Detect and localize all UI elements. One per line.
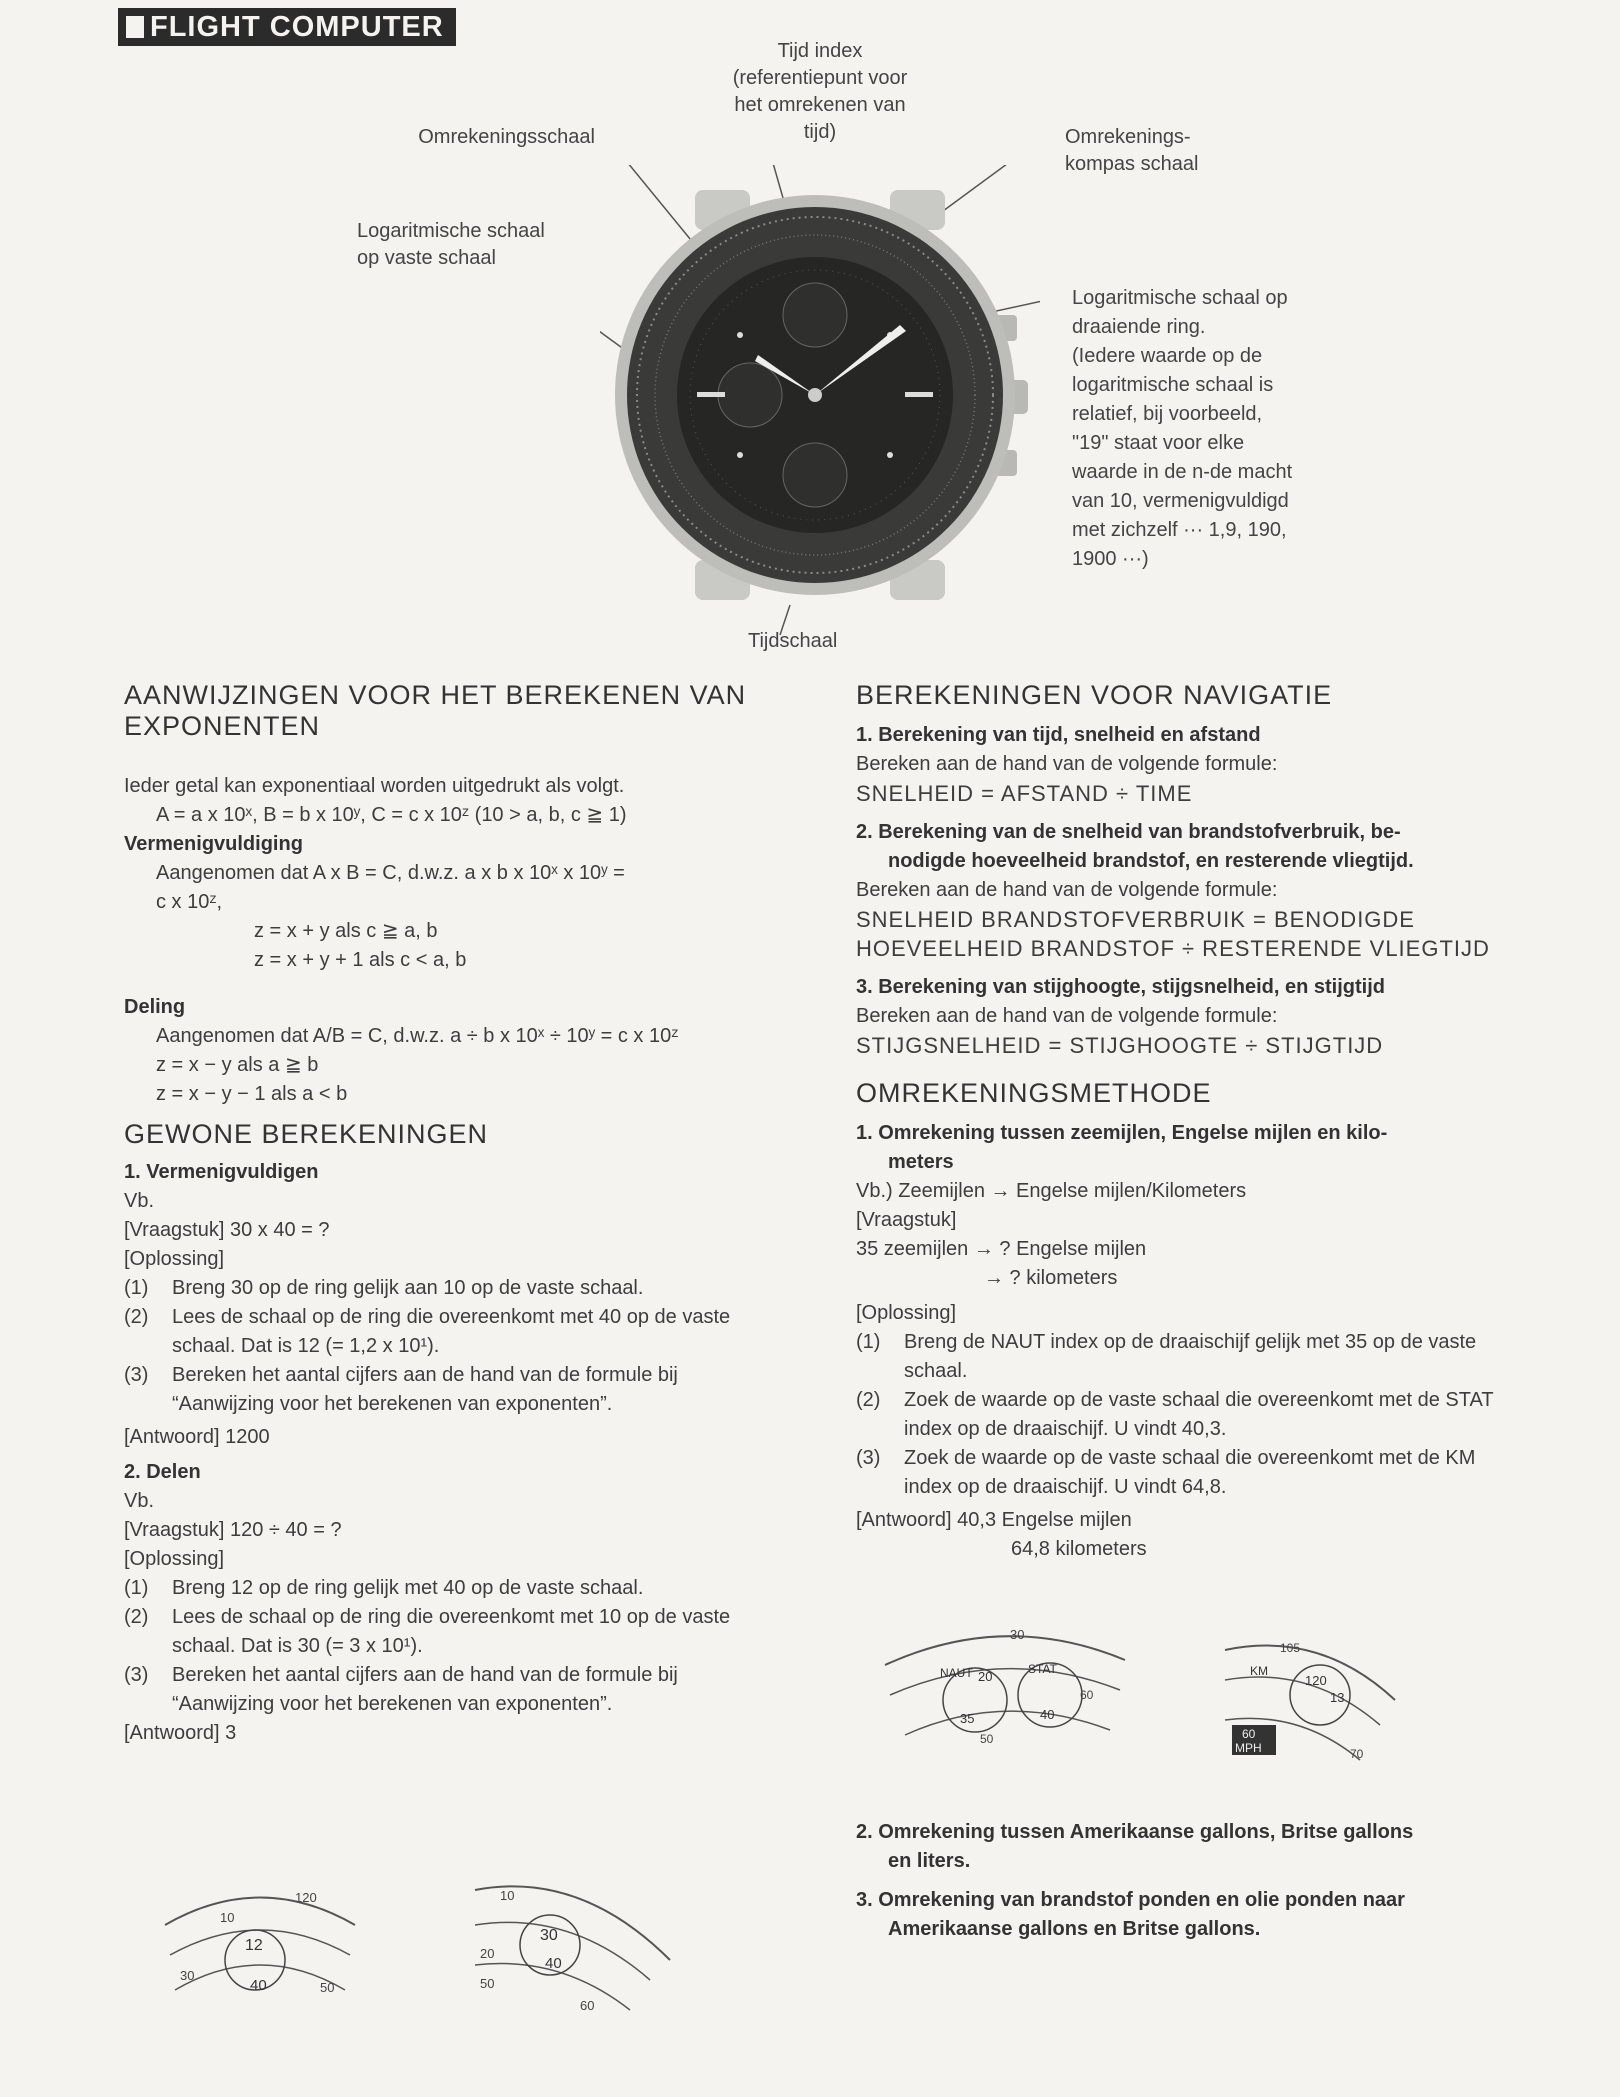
subdial-left xyxy=(718,363,782,427)
scale-label: MPH xyxy=(1235,1741,1262,1755)
scale-label: 12 xyxy=(245,1937,263,1954)
scale-label: 30 xyxy=(180,1968,195,1983)
step-number: (2) xyxy=(124,1606,149,1628)
step-number: (3) xyxy=(124,1664,149,1686)
section-banner xyxy=(118,8,456,46)
o3-title xyxy=(856,1886,1496,1944)
step-number: (1) xyxy=(856,1331,881,1353)
scale-arc xyxy=(165,1898,355,1926)
step-item xyxy=(856,1444,1496,1502)
scale-label: 50 xyxy=(320,1980,335,1995)
title-line: AANWIJZINGEN VOOR HET BEREKENEN VAN xyxy=(124,680,747,710)
oplossing-label: [Oplossing] xyxy=(124,1548,225,1570)
step-number: (1) xyxy=(124,1577,149,1599)
exp-title xyxy=(124,680,774,742)
callout-line: het omrekenen van xyxy=(734,94,906,116)
step-item xyxy=(124,1303,774,1361)
callout-line: op vaste schaal xyxy=(357,247,496,269)
step-text: Breng 12 op de ring gelijk met 40 op de vaste schaal. xyxy=(172,1577,644,1599)
scale-label: 60 xyxy=(1242,1727,1256,1741)
multiply-scale-diagram xyxy=(160,1880,360,2030)
n2-formula: SNELHEID BRANDSTOFVERBRUIK = BENODIGDE xyxy=(856,907,1415,932)
scale-label: 40 xyxy=(250,1977,267,1994)
callout-line: waarde in de n-de macht xyxy=(1072,461,1293,483)
o1-antwoord: [Antwoord] 40,3 Engelse mijlen xyxy=(856,1509,1132,1531)
step-number: (2) xyxy=(856,1389,881,1411)
o1-question: 35 zeemijlen → ? Engelse mijlen xyxy=(856,1238,1147,1260)
title-line: meters xyxy=(888,1151,954,1173)
n3-title: 3. Berekening van stijghoogte, stijgsnelheid, en stijgtijd xyxy=(856,976,1385,998)
hand-pivot xyxy=(808,388,822,402)
title-line: 2. Omrekening tussen Amerikaanse gallons, Britse gallons xyxy=(856,1821,1414,1843)
step-item xyxy=(856,1386,1496,1444)
n1-title: 1. Berekening van tijd, snelheid en afstand xyxy=(856,724,1261,746)
scale-label: 13 xyxy=(1330,1690,1345,1705)
step-item xyxy=(124,1661,774,1719)
omr-title: OMREKENINGSMETHODE xyxy=(856,1078,1212,1108)
o1-vraagstuk: [Vraagstuk] xyxy=(856,1209,957,1231)
callout-line: logaritmische schaal is xyxy=(1072,374,1274,396)
title-line: Amerikaanse gallons en Britse gallons. xyxy=(888,1918,1261,1940)
title-line: nodigde hoeveelheid brandstof, en resterende vliegtijd. xyxy=(888,850,1414,872)
scale-label: 20 xyxy=(480,1946,495,1961)
step-item xyxy=(124,1274,774,1303)
div-title: Deling xyxy=(124,996,186,1018)
exp-intro: Ieder getal kan exponentiaal worden uitgedrukt als volgt. xyxy=(124,775,625,797)
scale-arc xyxy=(905,1711,1110,1735)
banner-square-icon xyxy=(126,16,144,38)
scale-label: STAT xyxy=(1028,1662,1057,1676)
s1-antwoord: [Antwoord] 1200 xyxy=(124,1426,270,1448)
scale-label: 105 xyxy=(1280,1641,1301,1655)
callout-line: relatief, bij voorbeeld, xyxy=(1072,403,1263,425)
scale-label: 60 xyxy=(580,1998,595,2013)
nautical-scale-diagram xyxy=(880,1615,1130,1765)
exp-formula: A = a x 10ˣ, B = b x 10ʸ, C = c x 10ᶻ (10 > a, b, c ≧ 1) xyxy=(156,804,627,826)
step-number: (3) xyxy=(124,1364,149,1386)
step-number: (1) xyxy=(124,1277,149,1299)
subdial-top xyxy=(783,283,847,347)
scale-label: 60 xyxy=(1080,1688,1094,1702)
right-column-bottom xyxy=(856,1818,1496,1944)
callout-omrekenings-kompas xyxy=(1065,124,1198,178)
scale-label: 50 xyxy=(480,1976,495,1991)
title-line: 2. Berekening van de snelheid van brandstofverbruik, be- xyxy=(856,821,1401,843)
scale-label: 40 xyxy=(545,1955,562,1972)
step-number: (2) xyxy=(124,1306,149,1328)
div-z2: z = x − y − 1 als a < b xyxy=(156,1083,348,1105)
nav-title: BEREKENINGEN VOOR NAVIGATIE xyxy=(856,680,1333,710)
step-item xyxy=(856,1328,1496,1386)
n2-intro: Bereken aan de hand van de volgende formule: xyxy=(856,879,1278,901)
gewone-title: GEWONE BEREKENINGEN xyxy=(124,1119,489,1149)
title-line: en liters. xyxy=(888,1850,971,1872)
n2-title xyxy=(856,818,1496,876)
callout-tijdschaal: Tijdschaal xyxy=(748,630,838,652)
scale-label: 10 xyxy=(500,1888,515,1903)
step-text: Breng 30 op de ring gelijk aan 10 op de vaste schaal. xyxy=(172,1277,644,1299)
banner-title: FLIGHT COMPUTER xyxy=(150,10,444,43)
div-z1: z = x − y als a ≧ b xyxy=(156,1054,319,1076)
s1-title: 1. Vermenigvuldigen xyxy=(124,1161,319,1183)
mult-line: c x 10ᶻ, xyxy=(156,891,223,913)
s2-title: 2. Delen xyxy=(124,1461,201,1483)
n3-intro: Bereken aan de hand van de volgende formule: xyxy=(856,1005,1278,1027)
callout-log-vaste xyxy=(357,218,545,272)
o1-antwoord: 64,8 kilometers xyxy=(1011,1538,1147,1560)
step-text: Bereken het aantal cijfers aan de hand van de formule bij “Aanwijzing voor het berekenen van exponenten”. xyxy=(172,1364,678,1415)
callout-line: van 10, vermenigvuldigd xyxy=(1072,490,1289,512)
scale-label: 30 xyxy=(540,1927,558,1944)
step-item xyxy=(124,1361,774,1419)
step-text: Lees de schaal op de ring die overeenkomt met 10 op de vaste schaal. Dat is 30 (= 3 x 10¹). xyxy=(172,1606,731,1657)
scale-label: KM xyxy=(1250,1664,1268,1678)
callout-line: (Iedere waarde op de xyxy=(1072,345,1263,367)
o1-question: → ? kilometers xyxy=(984,1267,1118,1289)
callout-line: Omrekenings- xyxy=(1065,126,1191,148)
step-number: (3) xyxy=(856,1447,881,1469)
speed-scale-diagram xyxy=(1220,1630,1400,1780)
scale-label: 120 xyxy=(1305,1673,1327,1688)
title-line: 1. Omrekening tussen zeemijlen, Engelse mijlen en kilo- xyxy=(856,1122,1388,1144)
subdial-bottom xyxy=(783,443,847,507)
callout-line: Tijd index xyxy=(777,40,863,62)
watch-illustration xyxy=(600,165,1040,635)
callout-line: "19" staat voor elke xyxy=(1072,432,1245,454)
o1-oplossing: [Oplossing] xyxy=(856,1302,957,1324)
n2-formula: HOEVEELHEID BRANDSTOF ÷ RESTERENDE VLIEGTIJD xyxy=(856,936,1490,961)
s1-vraagstuk: [Vraagstuk] 30 x 40 = ? xyxy=(124,1219,330,1241)
step-text: Bereken het aantal cijfers aan de hand van de formule bij “Aanwijzing voor het berekenen van exponenten”. xyxy=(172,1664,678,1715)
scale-label: 30 xyxy=(1010,1627,1025,1642)
o1-vb: Vb.) Zeemijlen → Engelse mijlen/Kilometers xyxy=(856,1180,1247,1202)
callout-omrekeningsschaal: Omrekeningsschaal xyxy=(418,126,595,148)
divide-scale-diagram xyxy=(470,1870,680,2030)
n1-formula: SNELHEID = AFSTAND ÷ TIME xyxy=(856,781,1193,806)
scale-label: 35 xyxy=(960,1711,975,1726)
o2-title xyxy=(856,1818,1496,1876)
scale-label: 120 xyxy=(295,1890,317,1905)
vb-label: Vb. xyxy=(124,1490,155,1512)
mult-title: Vermenigvuldiging xyxy=(124,833,303,855)
n3-formula: STIJGSNELHEID = STIJGHOOGTE ÷ STIJGTIJD xyxy=(856,1033,1384,1058)
callout-line: draaiende ring. xyxy=(1072,316,1206,338)
scale-label: 20 xyxy=(978,1669,993,1684)
o1-title xyxy=(856,1119,1496,1177)
right-column xyxy=(856,680,1496,1564)
step-text: Zoek de waarde op de vaste schaal die overeenkomt met de KM index op de draaischijf. U vindt 64,8. xyxy=(904,1447,1476,1498)
callout-line: (referentiepunt voor xyxy=(732,67,908,89)
scale-label: NAUT xyxy=(940,1666,973,1680)
left-column xyxy=(124,680,774,1748)
callout-line: met zichzelf ··· 1,9, 190, xyxy=(1072,519,1287,541)
n1-intro: Bereken aan de hand van de volgende formule: xyxy=(856,753,1278,775)
scale-label: 10 xyxy=(220,1910,235,1925)
step-text: Lees de schaal op de ring die overeenkomt met 40 op de vaste schaal. Dat is 12 (= 1,2 x 10¹). xyxy=(172,1306,731,1357)
scale-label: 40 xyxy=(1040,1707,1055,1722)
step-item xyxy=(124,1574,774,1603)
callout-line: kompas schaal xyxy=(1065,153,1199,175)
scale-arc xyxy=(475,1922,650,1980)
step-item xyxy=(124,1603,774,1661)
s2-antwoord: [Antwoord] 3 xyxy=(124,1722,237,1744)
callout-log-draaiende xyxy=(1072,284,1332,574)
vb-label: Vb. xyxy=(124,1190,155,1212)
mult-line: Aangenomen dat A x B = C, d.w.z. a x b x 10ˣ x 10ʸ = xyxy=(156,862,625,884)
mult-z1: z = x + y als c ≧ a, b xyxy=(254,920,438,942)
scale-label: 50 xyxy=(980,1732,994,1746)
oplossing-label: [Oplossing] xyxy=(124,1248,225,1270)
callout-line: Logaritmische schaal xyxy=(357,220,545,242)
mult-z2: z = x + y + 1 als c < a, b xyxy=(254,949,467,971)
callout-line: Logaritmische schaal op xyxy=(1072,287,1288,309)
title-line: EXPONENTEN xyxy=(124,711,321,741)
scale-label: 70 xyxy=(1350,1747,1364,1761)
div-line: Aangenomen dat A/B = C, d.w.z. a ÷ b x 10ˣ ÷ 10ʸ = c x 10ᶻ xyxy=(156,1025,679,1047)
callout-line: 1900 ···) xyxy=(1072,548,1149,570)
callout-tijd-index xyxy=(700,38,940,146)
title-line: 3. Omrekening van brandstof ponden en olie ponden naar xyxy=(856,1889,1405,1911)
step-text: Breng de NAUT index op de draaischijf gelijk met 35 op de vaste schaal. xyxy=(904,1331,1477,1382)
callout-line: tijd) xyxy=(803,121,837,143)
scale-arc xyxy=(885,1636,1125,1665)
step-text: Zoek de waarde op de vaste schaal die overeenkomt met de STAT index op de draaischijf. U vindt 40,3. xyxy=(904,1389,1494,1440)
s2-vraagstuk: [Vraagstuk] 120 ÷ 40 = ? xyxy=(124,1519,342,1541)
